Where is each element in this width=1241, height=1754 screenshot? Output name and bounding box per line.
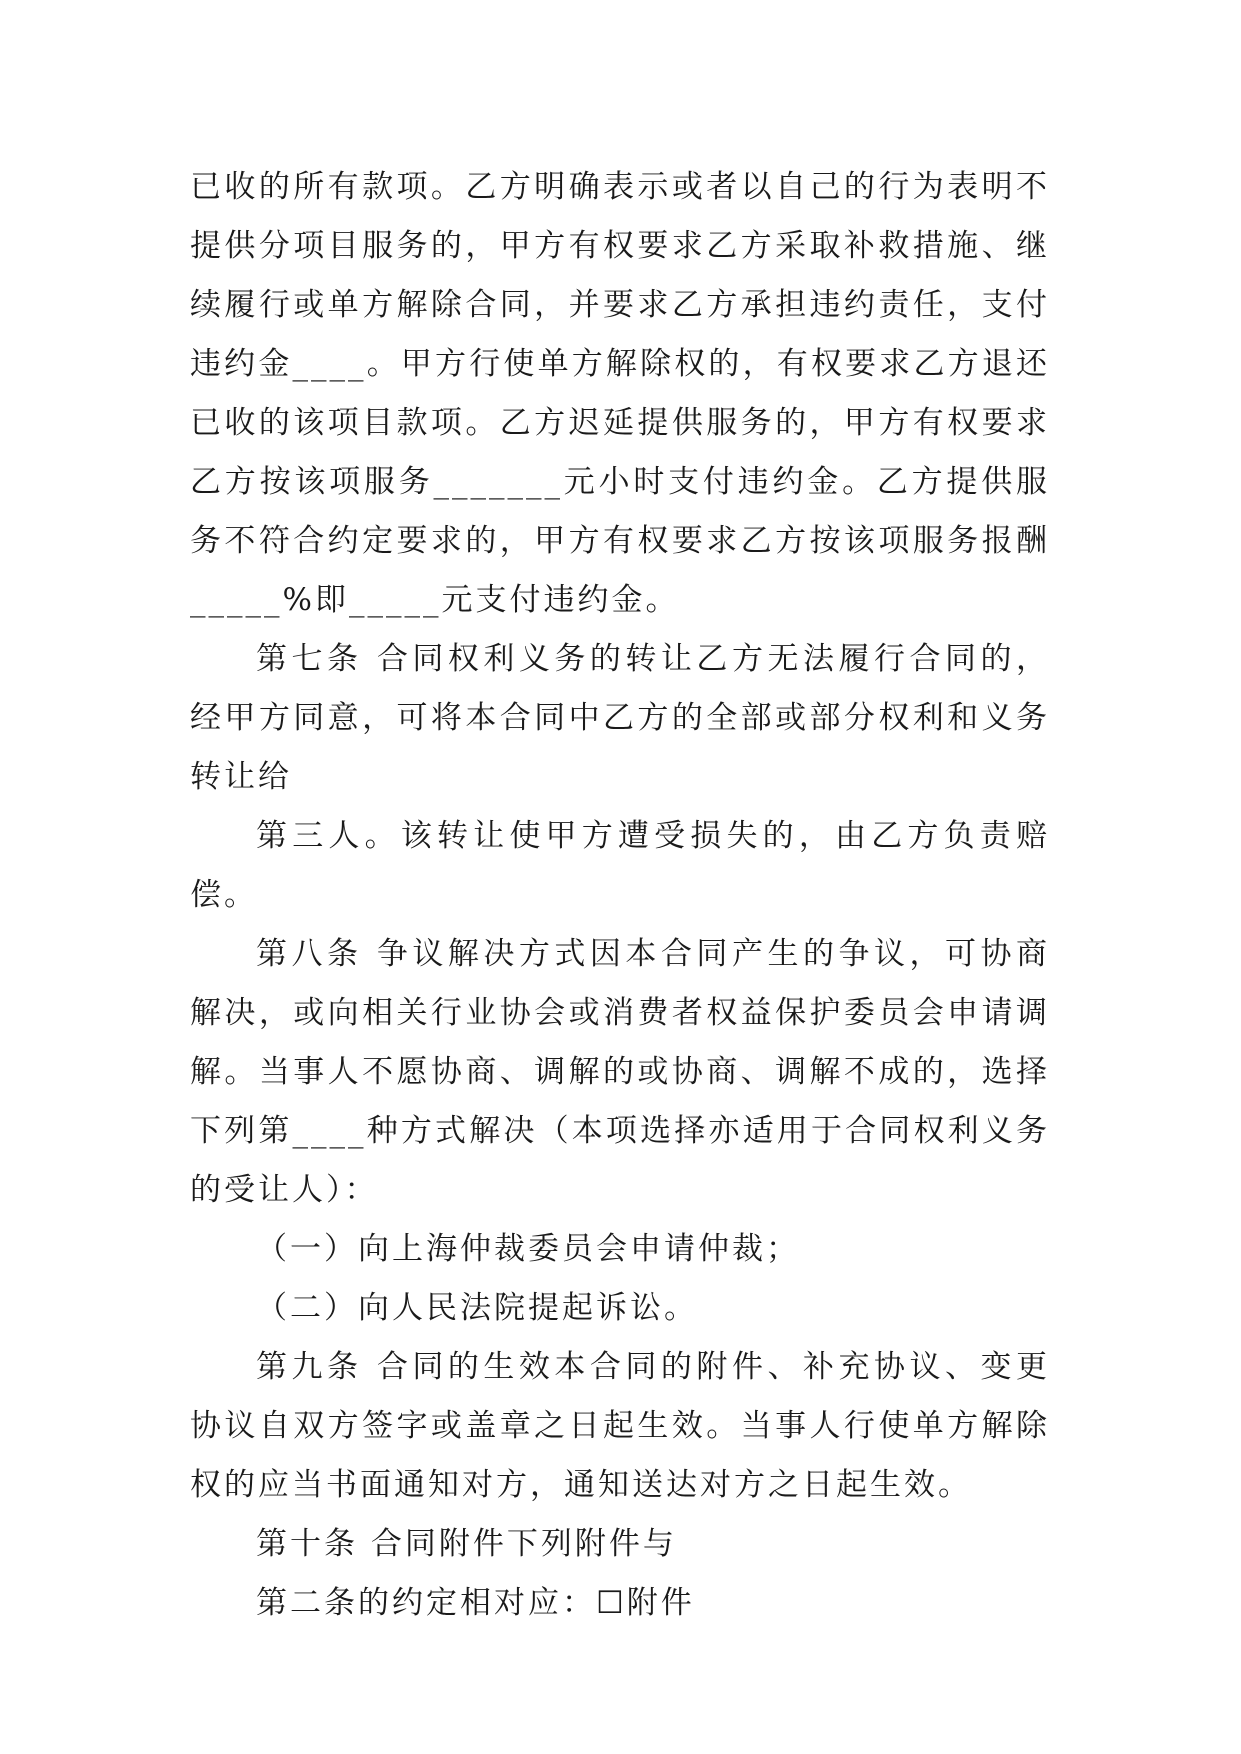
paragraph-article-7: 第七条 合同权利义务的转让乙方无法履行合同的，经甲方同意，可将本合同中乙方的全部或部分权利和义务转让给 (190, 641, 1050, 795)
paragraph-article-8: 第八条 争议解决方式因本合同产生的争议，可协商解决，或向相关行业协会或消费者权益保护委员会申请调解。当事人不愿协商、调解的或协商、调解不成的，选择下列第____种方式解决（本项选择亦适用于合同权利义务的受让人）： (190, 936, 1050, 1208)
paragraph-article-10: 第十条 合同附件下列附件与 (256, 1526, 677, 1562)
document-body (190, 158, 1050, 1633)
paragraph-payment-penalties: 已收的所有款项。乙方明确表示或者以自己的行为表明不提供分项目服务的，甲方有权要求乙方采取补救措施、继续履行或单方解除合同，并要求乙方承担违约责任，支付违约金____。甲方行使单方解除权的，有权要求乙方退还已收的该项目款项。乙方迟延提供服务的，甲方有权要求乙方按该项服务_______元小时支付违约金。乙方提供服务不符合约定要求的，甲方有权要求乙方按该项服务报酬_____%即_____元支付违约金。 (190, 169, 1050, 618)
paragraph-article-9: 第九条 合同的生效本合同的附件、补充协议、变更协议自双方签字或盖章之日起生效。当事人行使单方解除权的应当书面通知对方，通知送达对方之日起生效。 (190, 1349, 1050, 1503)
paragraph-third-party: 第三人。该转让使甲方遭受损失的，由乙方负责赔偿。 (190, 818, 1050, 913)
paragraph-option-1: （一）向上海仲裁委员会申请仲裁； (256, 1231, 800, 1267)
paragraph-option-2: （二）向人民法院提起诉讼。 (256, 1290, 698, 1326)
paragraph-article-2-reference: 第二条的约定相对应：☐附件 (256, 1585, 695, 1621)
